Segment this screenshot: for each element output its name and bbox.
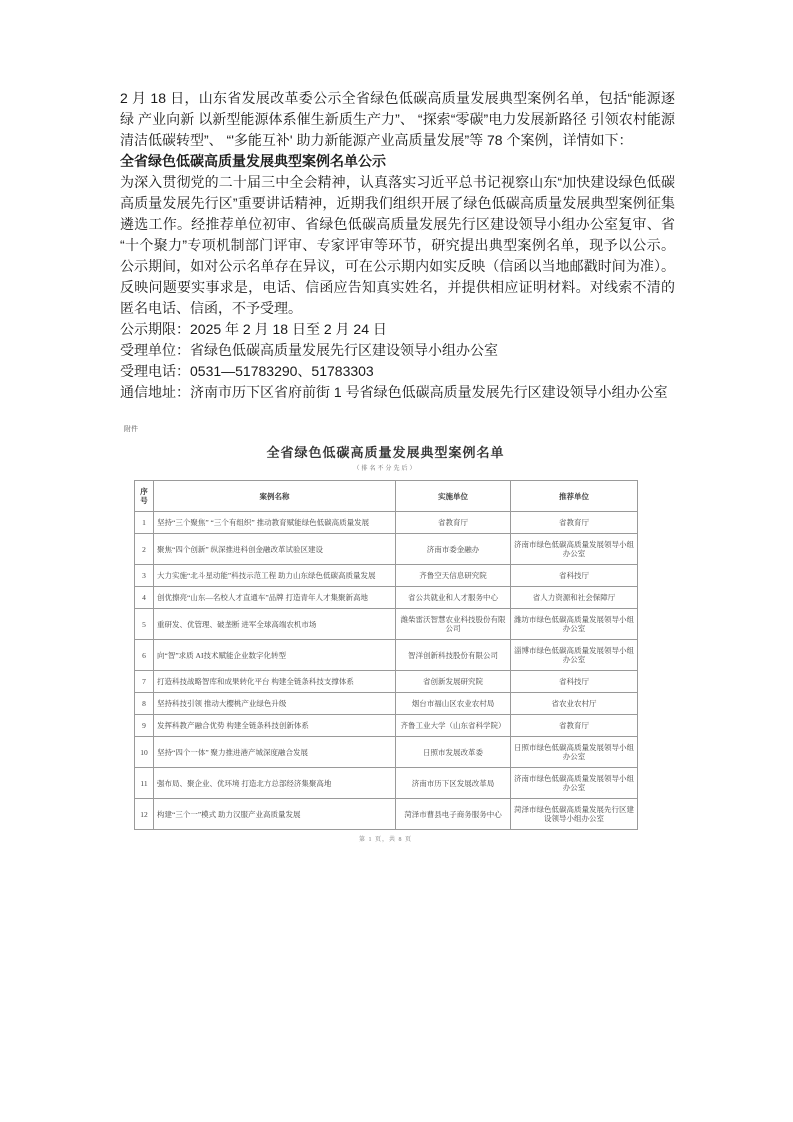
case-name-cell: 强布局、聚企业、优环境 打造北方总部经济集聚高地 — [154, 768, 396, 799]
implement-unit-cell: 省公共就业和人才服务中心 — [396, 587, 511, 609]
table-row — [135, 693, 638, 715]
accepting-phone-line: 受理电话：0531—51783290、51783303 — [120, 363, 374, 379]
implement-unit-cell: 潍柴雷沃智慧农业科技股份有限公司 — [396, 609, 511, 640]
recommend-unit-cell: 省科技厅 — [511, 671, 638, 693]
case-number-cell: 6 — [135, 640, 154, 671]
announcement-body — [120, 88, 675, 403]
implement-unit-cell: 日照市发展改革委 — [396, 737, 511, 768]
header-case-name: 案例名称 — [154, 481, 396, 512]
implement-unit-cell: 智洋创新科技股份有限公司 — [396, 640, 511, 671]
case-name-cell: 大力实施“北斗星动能”科技示范工程 助力山东绿色低碳高质量发展 — [154, 565, 396, 587]
recommend-unit-cell: 菏泽市绿色低碳高质量发展先行区建设领导小组办公室 — [511, 799, 638, 830]
implement-unit-cell: 齐鲁工业大学（山东省科学院） — [396, 715, 511, 737]
case-name-cell: 重研发、优管理、破垄断 进军全球高端农机市场 — [154, 609, 396, 640]
body-paragraph: 为深入贯彻党的二十届三中全会精神，认真落实习近平总书记视察山东“加快建设绿色低碳高质量发展先行区”重要讲话精神，近期我们组织开展了绿色低碳高质量发展典型案例征集遴选工作。经推荐单位初审、省绿色低碳高质量发展先行区建设领导小组办公室复审、省“十个聚力”专项机制部门评审、专家评审等环节，研究提出典型案例名单，现予以公示。公示期间，如对公示名单存在异议，可在公示期内如实反映（信函以当地邮戳时间为准）。反映问题要实事求是，电话、信函应告知真实姓名，并提供相应证明材料。对线索不清的匿名电话、信函，不予受理。 — [120, 174, 675, 316]
notice-title: 全省绿色低碳高质量发展典型案例名单公示 — [120, 153, 386, 169]
case-name-cell: 聚焦“四个创新” 纵深推进科创金融改革试验区建设 — [154, 534, 396, 565]
case-number-cell: 1 — [135, 512, 154, 534]
attachment-title: 全省绿色低碳高质量发展典型案例名单 — [266, 445, 505, 460]
recommend-unit-cell: 省人力资源和社会保障厅 — [511, 587, 638, 609]
recommend-unit-cell: 淄博市绿色低碳高质量发展领导小组办公室 — [511, 640, 638, 671]
table-row — [135, 737, 638, 768]
case-number-cell: 3 — [135, 565, 154, 587]
table-row — [135, 534, 638, 565]
case-number-cell: 5 — [135, 609, 154, 640]
mailing-address-line: 通信地址：济南市历下区省府前街 1 号省绿色低碳高质量发展先行区建设领导小组办公室 — [120, 384, 668, 400]
case-number-cell: 12 — [135, 799, 154, 830]
case-number-cell: 11 — [135, 768, 154, 799]
case-name-cell: 创优擦亮“山东—名校人才直通车”品牌 打造青年人才集聚新高地 — [154, 587, 396, 609]
implement-unit-cell: 菏泽市曹县电子商务服务中心 — [396, 799, 511, 830]
table-row — [135, 587, 638, 609]
case-name-cell: 坚持科技引领 推动大樱桃产业绿色升级 — [154, 693, 396, 715]
publicity-period-line: 公示期限：2025 年 2 月 18 日至 2 月 24 日 — [120, 321, 387, 337]
header-number: 序号 — [135, 481, 154, 512]
table-row — [135, 565, 638, 587]
case-number-cell: 10 — [135, 737, 154, 768]
case-table — [134, 480, 638, 830]
implement-unit-cell: 济南市委金融办 — [396, 534, 511, 565]
attachment-page-footer: 第 1 页，共 8 页 — [358, 837, 412, 843]
recommend-unit-cell: 省科技厅 — [511, 565, 638, 587]
table-row — [135, 609, 638, 640]
table-row — [135, 671, 638, 693]
case-name-cell: 坚持“四个一体” 聚力推进港产城深度融合发展 — [154, 737, 396, 768]
attachment-inner — [134, 442, 637, 843]
implement-unit-cell: 省教育厅 — [396, 512, 511, 534]
table-row — [135, 768, 638, 799]
header-recommend-unit: 推荐单位 — [511, 481, 638, 512]
table-row — [135, 640, 638, 671]
intro-paragraph: 2 月 18 日，山东省发展改革委公示全省绿色低碳高质量发展典型案例名单，包括“能源逐绿 产业向新 以新型能源体系催生新质生产力”、 “探索“零碳”电力发展新路径 引领农村能源清洁低碳转型”、 “'多能互补' 助力新能源产业高质量发展”等 78 个案例，详情如下： — [120, 90, 675, 148]
recommend-unit-cell: 省农业农村厅 — [511, 693, 638, 715]
table-row — [135, 799, 638, 830]
case-name-cell: 向“智”求质 AI技术赋能企业数字化转型 — [154, 640, 396, 671]
attachment-subtitle: （排名不分先后） — [353, 466, 418, 472]
recommend-unit-cell: 省教育厅 — [511, 512, 638, 534]
case-table-header — [135, 481, 638, 512]
case-number-cell: 2 — [135, 534, 154, 565]
table-row — [135, 512, 638, 534]
implement-unit-cell: 齐鲁空天信息研究院 — [396, 565, 511, 587]
recommend-unit-cell: 济南市绿色低碳高质量发展领导小组办公室 — [511, 534, 638, 565]
case-name-cell: 坚持“三个聚焦” “三个有组织” 推动教育赋能绿色低碳高质量发展 — [154, 512, 396, 534]
case-number-cell: 8 — [135, 693, 154, 715]
recommend-unit-cell: 济南市绿色低碳高质量发展领导小组办公室 — [511, 768, 638, 799]
header-row — [135, 481, 638, 512]
case-number-cell: 9 — [135, 715, 154, 737]
case-table-body — [135, 512, 638, 830]
recommend-unit-cell: 省教育厅 — [511, 715, 638, 737]
attachment-image — [120, 424, 675, 849]
case-name-cell: 构建“三个一”模式 助力汉服产业高质量发展 — [154, 799, 396, 830]
attachment-label: 附件 — [124, 425, 138, 433]
table-row — [135, 715, 638, 737]
accepting-unit-line: 受理单位：省绿色低碳高质量发展先行区建设领导小组办公室 — [120, 342, 498, 358]
case-number-cell: 7 — [135, 671, 154, 693]
recommend-unit-cell: 日照市绿色低碳高质量发展领导小组办公室 — [511, 737, 638, 768]
implement-unit-cell: 省创新发展研究院 — [396, 671, 511, 693]
header-implement-unit: 实施单位 — [396, 481, 511, 512]
case-name-cell: 发挥科教产融合优势 构建全链条科技创新体系 — [154, 715, 396, 737]
implement-unit-cell: 烟台市福山区农业农村局 — [396, 693, 511, 715]
case-name-cell: 打造科技战略智库和成果转化平台 构建全链条科技支撑体系 — [154, 671, 396, 693]
case-number-cell: 4 — [135, 587, 154, 609]
implement-unit-cell: 济南市历下区发展改革局 — [396, 768, 511, 799]
recommend-unit-cell: 潍坊市绿色低碳高质量发展领导小组办公室 — [511, 609, 638, 640]
